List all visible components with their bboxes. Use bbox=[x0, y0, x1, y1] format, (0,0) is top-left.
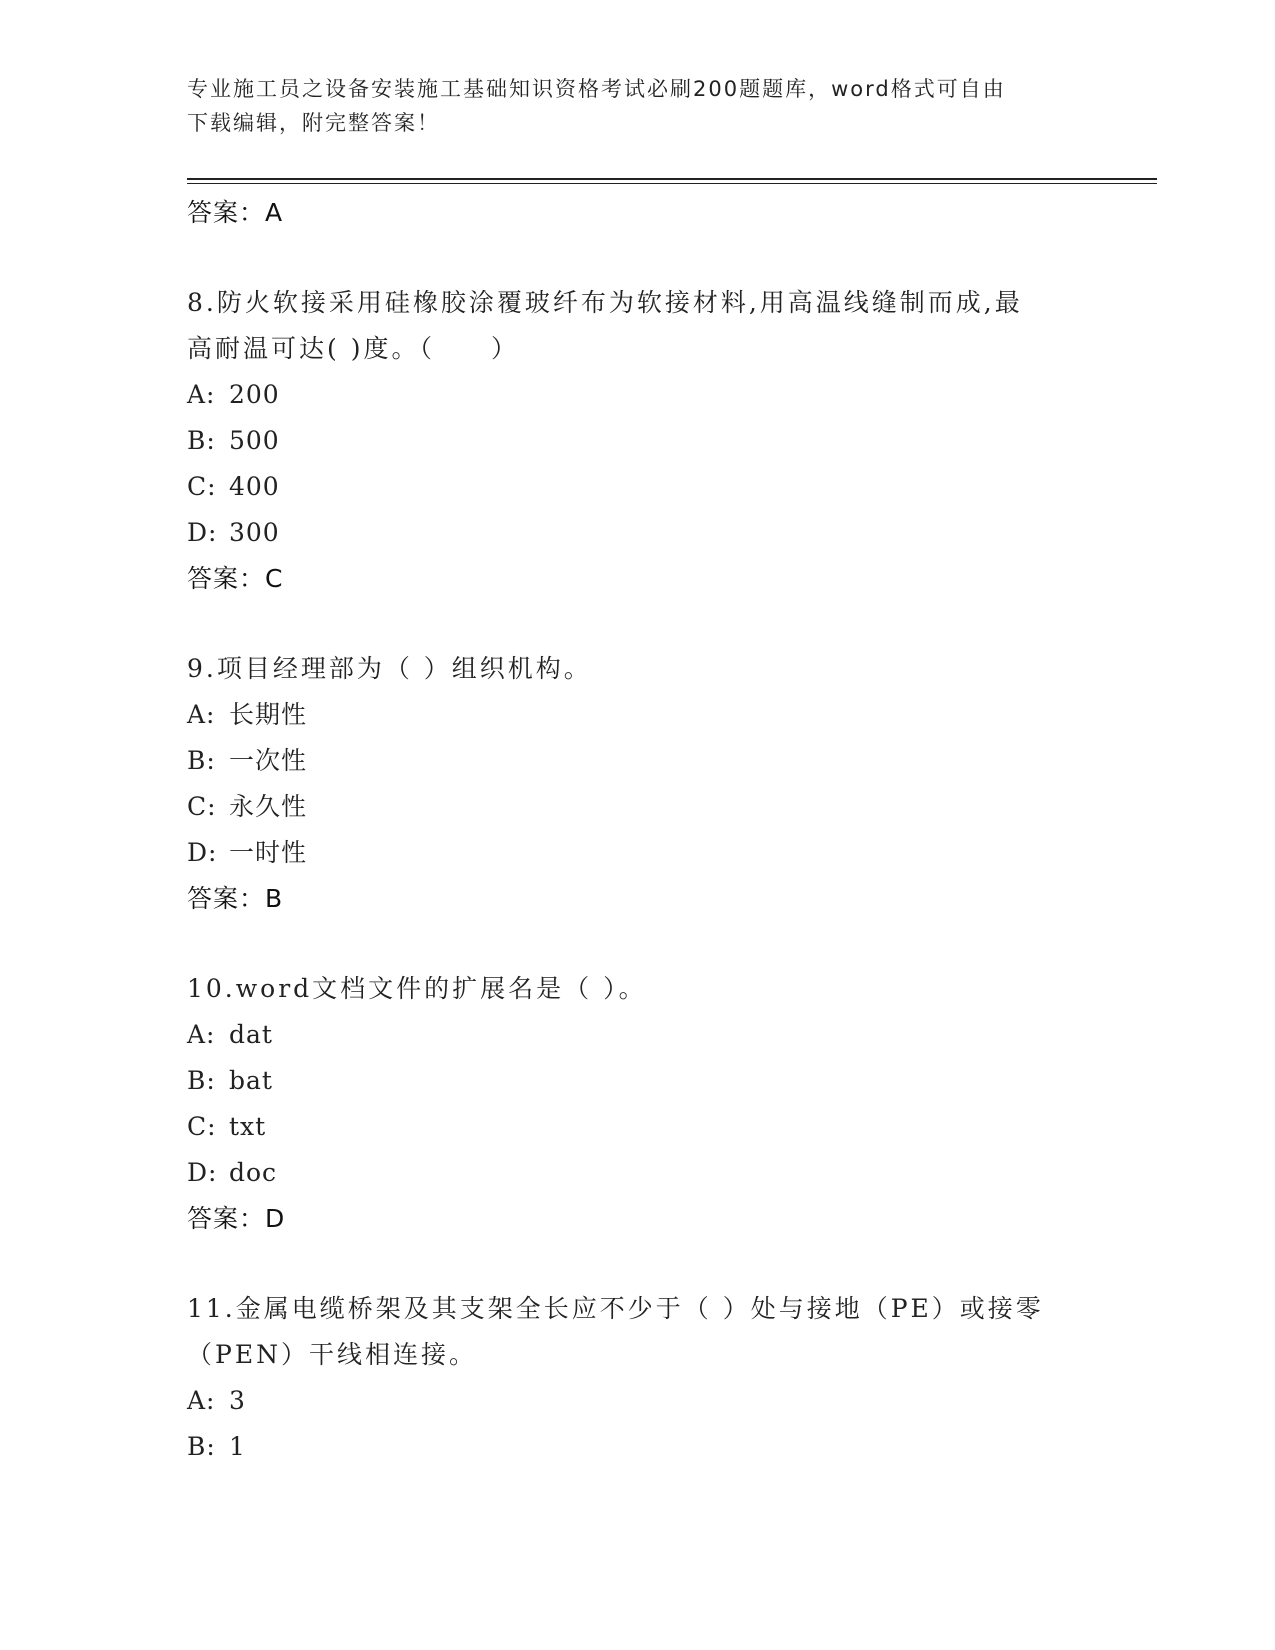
header-line-1: 专业施工员之设备安装施工基础知识资格考试必刷200题题库，word格式可自由 bbox=[187, 77, 1006, 101]
option-label: B: bbox=[187, 746, 216, 775]
option-label: C: bbox=[187, 792, 217, 821]
header-line-2: 下载编辑，附完整答案！ bbox=[187, 111, 440, 135]
option-value: 300 bbox=[229, 518, 280, 547]
question-block-10 bbox=[187, 966, 1067, 1242]
option-value: dat bbox=[229, 1020, 273, 1049]
option-label: D: bbox=[187, 1158, 218, 1187]
option-label: A: bbox=[187, 1386, 216, 1415]
option-d bbox=[187, 830, 1067, 876]
option-a bbox=[187, 692, 1067, 738]
option-a bbox=[187, 1012, 1067, 1058]
question-block-9 bbox=[187, 646, 1067, 922]
option-label: A: bbox=[187, 1020, 216, 1049]
option-label: A: bbox=[187, 700, 216, 729]
option-d bbox=[187, 510, 1067, 556]
option-b bbox=[187, 1058, 1067, 1104]
option-value: 一时性 bbox=[229, 838, 308, 867]
option-value: 1 bbox=[229, 1432, 246, 1461]
option-value: 永久性 bbox=[229, 792, 308, 821]
option-value: 500 bbox=[229, 426, 280, 455]
option-label: B: bbox=[187, 426, 216, 455]
option-value: 400 bbox=[229, 472, 280, 501]
question-text-line-1: 9.项目经理部为（ ）组织机构。 bbox=[187, 654, 592, 683]
answer: 答案：D bbox=[187, 1204, 286, 1233]
option-label: C: bbox=[187, 1112, 217, 1141]
option-label: C: bbox=[187, 472, 217, 501]
option-value: 一次性 bbox=[229, 746, 308, 775]
answer: 答案：C bbox=[187, 564, 284, 593]
option-value: doc bbox=[229, 1158, 278, 1187]
option-a bbox=[187, 372, 1067, 418]
option-label: D: bbox=[187, 838, 218, 867]
option-b bbox=[187, 418, 1067, 464]
document-header bbox=[187, 72, 1067, 140]
question-text-line-1: 8.防火软接采用硅橡胶涂覆玻纤布为软接材料,用高温线缝制而成,最 bbox=[187, 288, 1023, 317]
option-value: 200 bbox=[229, 380, 280, 409]
question-block-11 bbox=[187, 1286, 1067, 1470]
header-divider-thin bbox=[187, 183, 1157, 184]
option-b bbox=[187, 1424, 1067, 1470]
question-text-line-2: （PEN）干线相连接。 bbox=[187, 1340, 477, 1369]
option-value: 长期性 bbox=[229, 700, 308, 729]
previous-answer: 答案：A bbox=[187, 198, 284, 227]
option-value: bat bbox=[229, 1066, 273, 1095]
option-label: A: bbox=[187, 380, 216, 409]
question-text-line-1: 11.金属电缆桥架及其支架全长应不少于（ ）处与接地（PE）或接零 bbox=[187, 1294, 1044, 1323]
option-c bbox=[187, 1104, 1067, 1150]
header-divider bbox=[187, 178, 1157, 180]
question-block-8 bbox=[187, 280, 1067, 602]
option-label: B: bbox=[187, 1066, 216, 1095]
option-d bbox=[187, 1150, 1067, 1196]
option-a bbox=[187, 1378, 1067, 1424]
question-text-line-2: 高耐温可达( )度。（ ） bbox=[187, 334, 519, 363]
document-body bbox=[187, 190, 1067, 1470]
option-b bbox=[187, 738, 1067, 784]
option-label: D: bbox=[187, 518, 218, 547]
question-text-line-1: 10.word文档文件的扩展名是（ ）。 bbox=[187, 974, 647, 1003]
option-value: 3 bbox=[229, 1386, 246, 1415]
option-c bbox=[187, 464, 1067, 510]
answer: 答案：B bbox=[187, 884, 284, 913]
option-c bbox=[187, 784, 1067, 830]
option-label: B: bbox=[187, 1432, 216, 1461]
option-value: txt bbox=[229, 1112, 267, 1141]
